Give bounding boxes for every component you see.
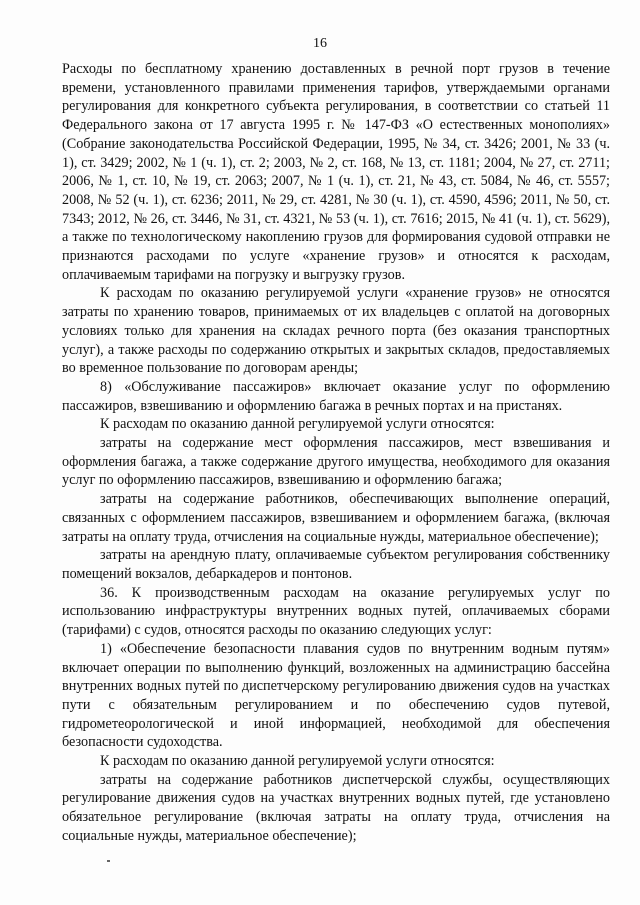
paragraph-item-36: 36. К производственным расходам на оказание регулируемых услуг по использованию инфраструктуры внутренних водных путей, оплачиваемых сборами (тарифами) с судов, относятся расходы по оказанию следующих услуг:	[62, 584, 610, 639]
paragraph-rent-costs: затраты на арендную плату, оплачиваемые субъектом регулирования собственнику помещений вокзалов, дебаркадеров и понтонов.	[62, 547, 610, 582]
paragraph-navigation-safety: 1) «Обеспечение безопасности плавания судов по внутренним водным путям» включает операции по выполнению функций, возложенных на администрацию бассейна внутренних водных путей по диспетчерскому регулированию движения судов на участках пути с обязательным регулированием и по обеспечению судов путевой, гидрометеорологической и иной информацией, необходимой для обеспечения безопасности судоходства.	[62, 640, 610, 751]
paragraph-storage-excluded-expenses: К расходам по оказанию регулируемой услуги «хранение грузов» не относятся затраты по хранению товаров, принимаемых от их владельцев с оплатой на договорных условиях только для хранения на складах речного порта (без оказания транспортных услуг), а также расходы по содержанию открытых и закрытых складов, предоставляемых во временное пользование по договорам аренды;	[62, 285, 610, 377]
paragraph-passenger-premises-costs: затраты на содержание мест оформления пассажиров, мест взвешивания и оформления багажа, а также содержание другого имущества, необходимого для оказания услуг по оформлению пассажиров, взвешиванию и оформлению багажа;	[62, 435, 610, 489]
document-body	[62, 60, 610, 846]
paragraph-dispatch-staff-costs: затраты на содержание работников диспетчерской службы, осуществляющих регулирование движения судов на участках внутренних водных путей, где установлено обязательное регулирование (включая затраты на оплату труда, отчисления на социальные нужды, материальное обеспечение);	[62, 771, 610, 844]
paragraph-passenger-expenses-intro: К расходам по оказанию данной регулируемой услуги относятся:	[100, 416, 495, 433]
paragraph-storage-free-expenses: Расходы по бесплатному хранению доставленных в речной порт грузов в течение времени, установленного правилами применения тарифов, утверждаемыми органами регулирования для конкретного субъекта регулирования, в соответствии со статьей 11 Федерального закона от 17 августа 1995 г. № 147-ФЗ «О естественных монополиях» (Собрание законодательства Российской Федерации, 1995, № 34, ст. 3426; 2001, № 33 (ч. 1), ст. 3429; 2002, № 1 (ч. 1), ст. 2; 2003, № 2, ст. 168, № 13, ст. 1181; 2004, № 27, ст. 2711; 2006, № 1, ст. 10, № 19, ст. 2063; 2007, № 1 (ч. 1), ст. 21, № 43, ст. 5084, № 46, ст. 5557; 2008, № 52 (ч. 1), ст. 6236; 2011, № 29, ст. 4281, № 30 (ч. 1), ст. 4590, 4596; 2011, № 50, ст. 7343; 2012, № 26, ст. 3446, № 31, ст. 4321, № 53 (ч. 1), ст. 7616; 2015, № 41 (ч. 1), ст. 5629), а также по технологическому накоплению грузов для формирования судовой отправки не признаются расходами по услуге «хранение грузов» и относятся к расходам, оплачиваемым тарифами на погрузку и выгрузку грузов.	[62, 61, 610, 283]
page-number: 16	[313, 36, 327, 51]
paragraph-passenger-service: 8) «Обслуживание пассажиров» включает оказание услуг по оформлению пассажиров, взвешиванию и оформлению багажа в речных портах и на пристанях.	[62, 378, 610, 414]
scan-speck	[107, 860, 110, 862]
paragraph-safety-expenses-intro: К расходам по оказанию данной регулируемой услуги относятся:	[100, 753, 495, 770]
paragraph-passenger-staff-costs: затраты на содержание работников, обеспечивающих выполнение операций, связанных с оформлением пассажиров, взвешиванием и оформлением багажа, (включая затраты на оплату труда, отчисления на социальные нужды, материальное обеспечение);	[62, 491, 610, 545]
